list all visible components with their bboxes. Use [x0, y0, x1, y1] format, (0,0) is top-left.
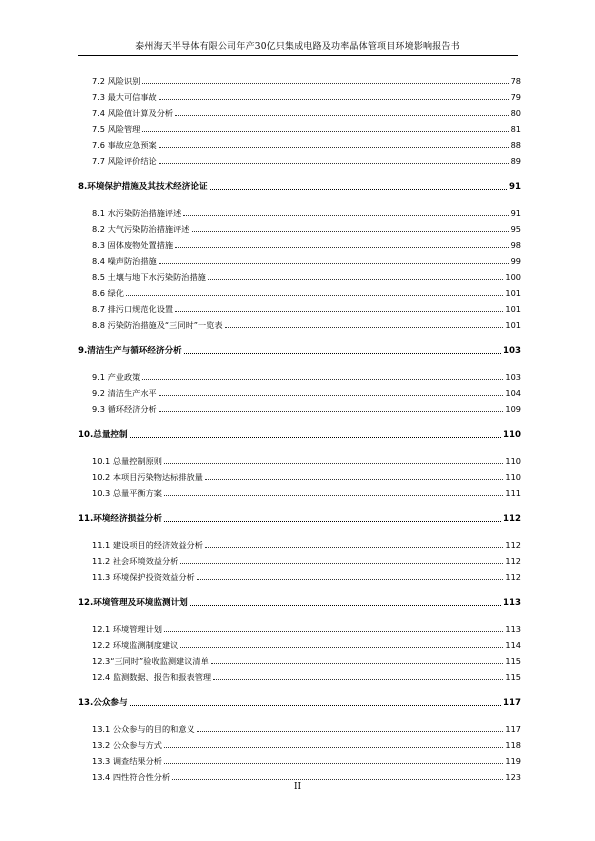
toc-entry-title: 12.1 环境管理计划	[92, 624, 162, 634]
toc-section-entry[interactable]	[78, 368, 521, 382]
toc-section-entry[interactable]	[78, 652, 521, 666]
toc-entry-page-number: 113	[505, 624, 521, 634]
toc-entry-page-number: 111	[505, 488, 521, 498]
toc-entry-page-number: 88	[510, 140, 521, 150]
toc-section-entry[interactable]	[78, 620, 521, 634]
toc-entry-title: 9.3 循环经济分析	[92, 404, 157, 414]
toc-entry-title: 9.1 产业政策	[92, 372, 141, 382]
toc-entry-page-number: 79	[510, 92, 521, 102]
toc-entry-page-number: 91	[509, 182, 521, 192]
toc-dot-leader	[183, 215, 508, 216]
toc-entry-title: 10.3 总量平衡方案	[92, 488, 162, 498]
toc-entry-page-number: 112	[503, 514, 521, 524]
toc-dot-leader	[164, 521, 501, 522]
toc-section-entry[interactable]	[78, 104, 521, 118]
toc-entry-title: 11.环境经济损益分析	[78, 514, 162, 524]
toc-section-entry[interactable]	[78, 136, 521, 150]
toc-entry-page-number: 109	[505, 404, 521, 414]
toc-dot-leader	[208, 279, 503, 280]
toc-dot-leader	[205, 547, 503, 548]
toc-chapter-entry[interactable]	[78, 510, 521, 524]
toc-dot-leader	[197, 579, 504, 580]
toc-dot-leader	[159, 395, 504, 396]
toc-entry-title: 11.1 建设项目的经济效益分析	[92, 540, 203, 550]
toc-entry-page-number: 100	[505, 272, 521, 282]
toc-section-entry[interactable]	[78, 736, 521, 750]
toc-section-entry[interactable]	[78, 568, 521, 582]
toc-section-entry[interactable]	[78, 668, 521, 682]
toc-dot-leader	[159, 263, 509, 264]
toc-section-entry[interactable]	[78, 72, 521, 86]
toc-chapter-entry[interactable]	[78, 178, 521, 192]
toc-entry-title: 13.3 调查结果分析	[92, 756, 162, 766]
toc-dot-leader	[175, 115, 508, 116]
toc-entry-page-number: 99	[510, 256, 521, 266]
toc-entry-title: 7.7 风险评价结论	[92, 156, 157, 166]
toc-entry-page-number: 98	[510, 240, 521, 250]
toc-section-entry[interactable]	[78, 120, 521, 134]
toc-section-entry[interactable]	[78, 720, 521, 734]
toc-entry-title: 11.2 社会环境效益分析	[92, 556, 179, 566]
toc-entry-title: 8.1 水污染防治措施评述	[92, 208, 182, 218]
toc-entry-title: 10.2 本项目污染物达标排放量	[92, 472, 203, 482]
toc-dot-leader	[211, 663, 504, 664]
toc-section-entry[interactable]	[78, 468, 521, 482]
toc-entry-page-number: 95	[510, 224, 521, 234]
toc-dot-leader	[164, 747, 503, 748]
page-header: 泰州海天半导体有限公司年产30亿只集成电路及功率晶体管项目环境影响报告书	[135, 42, 460, 52]
toc-entry-page-number: 104	[505, 388, 521, 398]
toc-entry-page-number: 101	[505, 304, 521, 314]
toc-entry-page-number: 119	[505, 756, 521, 766]
toc-section-entry[interactable]	[78, 236, 521, 250]
toc-chapter-entry[interactable]	[78, 594, 521, 608]
toc-section-entry[interactable]	[78, 552, 521, 566]
toc-dot-leader	[164, 631, 503, 632]
toc-section-entry[interactable]	[78, 768, 521, 782]
toc-dot-leader	[180, 647, 503, 648]
toc-dot-leader	[159, 411, 504, 412]
toc-entry-title: 12.3“三同时”验收监测建议清单	[92, 656, 209, 666]
toc-section-entry[interactable]	[78, 452, 521, 466]
toc-dot-leader	[190, 605, 501, 606]
toc-section-entry[interactable]	[78, 752, 521, 766]
toc-entry-title: 8.4 噪声防治措施	[92, 256, 157, 266]
toc-chapter-entry[interactable]	[78, 342, 521, 356]
toc-section-entry[interactable]	[78, 204, 521, 218]
toc-entry-title: 9.清洁生产与循环经济分析	[78, 346, 182, 356]
toc-entry-page-number: 101	[505, 320, 521, 330]
toc-entry-title: 8.2 大气污染防治措施评述	[92, 224, 190, 234]
toc-dot-leader	[175, 311, 503, 312]
toc-section-entry[interactable]	[78, 284, 521, 298]
toc-chapter-entry[interactable]	[78, 426, 521, 440]
toc-dot-leader	[225, 327, 504, 328]
toc-entry-title: 8.8 污染防治措施及“三同时”一览表	[92, 320, 223, 330]
toc-entry-title: 13.4 四性符合性分析	[92, 772, 171, 782]
toc-dot-leader	[130, 437, 501, 438]
toc-entry-page-number: 114	[505, 640, 521, 650]
toc-entry-page-number: 103	[503, 346, 521, 356]
toc-entry-title: 13.公众参与	[78, 698, 128, 708]
toc-entry-page-number: 91	[510, 208, 521, 218]
toc-dot-leader	[164, 763, 503, 764]
toc-dot-leader	[172, 779, 503, 780]
toc-entry-title: 13.1 公众参与的目的和意义	[92, 724, 195, 734]
toc-entry-page-number: 110	[505, 456, 521, 466]
toc-entry-title: 7.6 事故应急预案	[92, 140, 157, 150]
toc-entry-page-number: 115	[505, 672, 521, 682]
toc-dot-leader	[142, 83, 508, 84]
toc-entry-page-number: 81	[510, 124, 521, 134]
toc-section-entry[interactable]	[78, 484, 521, 498]
toc-entry-page-number: 112	[505, 556, 521, 566]
toc-entry-page-number: 112	[505, 572, 521, 582]
toc-section-entry[interactable]	[78, 268, 521, 282]
toc-entry-title: 8.6 绿化	[92, 288, 124, 298]
toc-entry-title: 7.5 风险管理	[92, 124, 141, 134]
header-divider	[78, 55, 518, 56]
toc-dot-leader	[142, 131, 508, 132]
toc-entry-title: 8.5 土壤与地下水污染防治措施	[92, 272, 206, 282]
toc-dot-leader	[192, 231, 509, 232]
toc-entry-page-number: 110	[503, 430, 521, 440]
toc-entry-title: 7.4 风险值计算及分析	[92, 108, 174, 118]
toc-dot-leader	[205, 479, 503, 480]
toc-entry-title: 13.2 公众参与方式	[92, 740, 162, 750]
toc-section-entry[interactable]	[78, 400, 521, 414]
page-number: II	[293, 782, 302, 792]
toc-section-entry[interactable]	[78, 88, 521, 102]
toc-entry-title: 7.3 最大可信事故	[92, 92, 157, 102]
toc-entry-page-number: 112	[505, 540, 521, 550]
toc-section-entry[interactable]	[78, 316, 521, 330]
toc-entry-page-number: 117	[505, 724, 521, 734]
toc-section-entry[interactable]	[78, 384, 521, 398]
toc-dot-leader	[164, 495, 503, 496]
toc-dot-leader	[164, 463, 503, 464]
toc-section-entry[interactable]	[78, 536, 521, 550]
toc-section-entry[interactable]	[78, 636, 521, 650]
toc-dot-leader	[180, 563, 503, 564]
toc-entry-title: 11.3 环境保护投资效益分析	[92, 572, 195, 582]
toc-section-entry[interactable]	[78, 220, 521, 234]
toc-dot-leader	[159, 163, 509, 164]
toc-entry-title: 12.环境管理及环境监测计划	[78, 598, 188, 608]
toc-entry-title: 12.2 环境监测制度建议	[92, 640, 179, 650]
toc-section-entry[interactable]	[78, 300, 521, 314]
toc-entry-title: 12.4 监测数据、报告和报表管理	[92, 672, 212, 682]
toc-entry-page-number: 89	[510, 156, 521, 166]
toc-dot-leader	[210, 189, 507, 190]
toc-dot-leader	[142, 379, 503, 380]
toc-entry-page-number: 78	[510, 76, 521, 86]
toc-entry-title: 8.7 排污口规范化设置	[92, 304, 174, 314]
toc-dot-leader	[159, 99, 509, 100]
toc-dot-leader	[159, 147, 509, 148]
toc-entry-title: 10.1 总量控制原则	[92, 456, 162, 466]
toc-section-entry[interactable]	[78, 252, 521, 266]
toc-entry-title: 8.环境保护措施及其技术经济论证	[78, 182, 208, 192]
toc-entry-page-number: 117	[503, 698, 521, 708]
toc-entry-page-number: 103	[505, 372, 521, 382]
toc-entry-title: 8.3 固体废物处置措施	[92, 240, 174, 250]
toc-dot-leader	[175, 247, 508, 248]
toc-entry-page-number: 110	[505, 472, 521, 482]
toc-entry-page-number: 113	[503, 598, 521, 608]
toc-dot-leader	[184, 353, 501, 354]
toc-section-entry[interactable]	[78, 152, 521, 166]
toc-entry-page-number: 101	[505, 288, 521, 298]
toc-entry-page-number: 115	[505, 656, 521, 666]
toc-entry-page-number: 123	[505, 772, 521, 782]
toc-dot-leader	[130, 705, 501, 706]
toc-dot-leader	[126, 295, 503, 296]
toc-entry-page-number: 118	[505, 740, 521, 750]
toc-entry-title: 7.2 风险识别	[92, 76, 141, 86]
toc-dot-leader	[197, 731, 504, 732]
toc-dot-leader	[213, 679, 503, 680]
toc-entry-title: 9.2 清洁生产水平	[92, 388, 157, 398]
toc-entry-title: 10.总量控制	[78, 430, 128, 440]
toc-chapter-entry[interactable]	[78, 694, 521, 708]
toc-entry-page-number: 80	[510, 108, 521, 118]
